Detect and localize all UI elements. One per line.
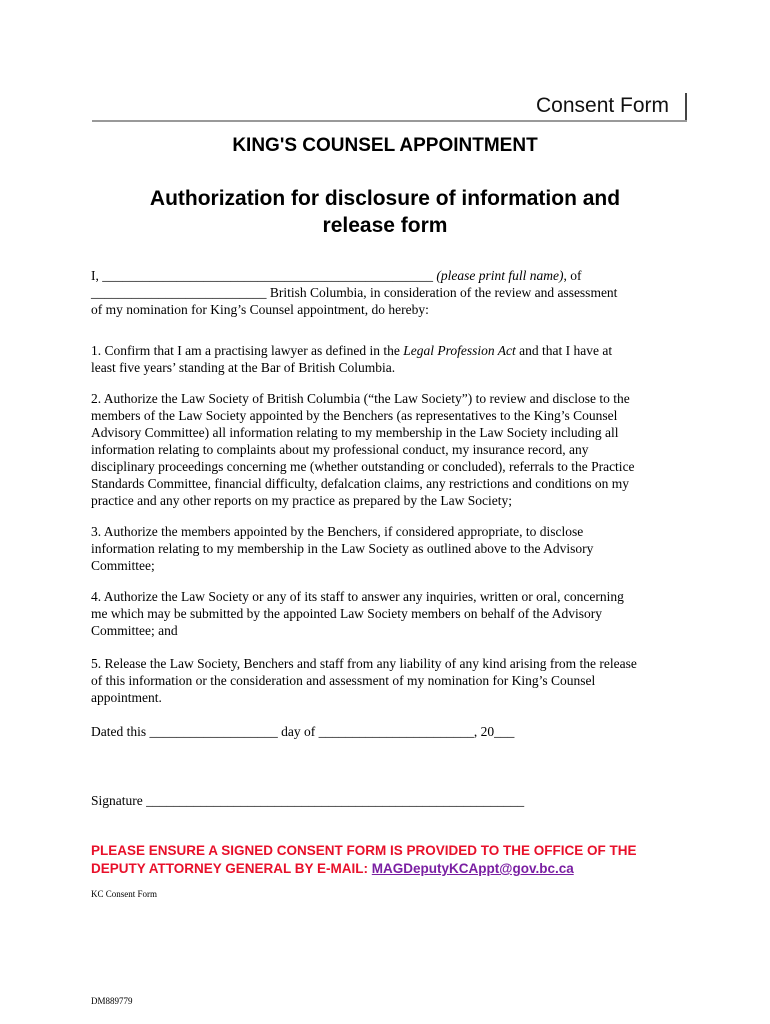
consent-form-tag [536, 93, 688, 121]
intro-line-1: I, _________________________________________________ (please print full name), of [91, 268, 582, 283]
item-2-line: Advisory Committee) all information relating to my membership in the Law Society including all [91, 425, 619, 440]
item-4-line: 4. Authorize the Law Society or any of its staff to answer any inquiries, written or oral, concerning [91, 589, 624, 604]
item-2-line: information relating to complaints about my professional conduct, my insurance record, any [91, 442, 589, 457]
item-2-line: Standards Committee, financial difficulty, defalcation claims, any restrictions and conditions on my [91, 476, 629, 491]
signature-field[interactable] [91, 792, 681, 809]
item-5-line: 5. Release the Law Society, Benchers and staff from any liability of any kind arising from the release [91, 656, 637, 671]
item-1-line-2: least five years’ standing at the Bar of British Columbia. [91, 360, 396, 375]
item-5 [91, 655, 681, 706]
notice-line-1: PLEASE ENSURE A SIGNED CONSENT FORM IS PROVIDED TO THE OFFICE OF THE [91, 843, 637, 858]
form-tag-vertical-rule [685, 93, 687, 122]
notice-line-2: DEPUTY ATTORNEY GENERAL BY E-MAIL: MAGDeputyKCAppt@gov.bc.ca [91, 861, 574, 876]
item-5-line: of this information or the consideration and assessment of my nomination for King’s Counsel [91, 673, 596, 688]
item-1-line-1: 1. Confirm that I am a practising lawyer as defined in the Legal Profession Act and that I have at [91, 343, 613, 358]
subtitle-line-2: release form [322, 214, 448, 237]
item-5-line: appointment. [91, 690, 162, 705]
item-3 [91, 523, 681, 574]
footer-doc-id: DM889779 [91, 996, 133, 1006]
signature-line[interactable]: Signature ________________________________________________________ [91, 793, 525, 808]
dated-line[interactable]: Dated this ___________________ day of _______________________, 20___ [91, 724, 515, 739]
item-2-line: 2. Authorize the Law Society of British Columbia (“the Law Society”) to review and disclose to the [91, 391, 630, 406]
item-3-line: 3. Authorize the members appointed by the Benchers, if considered appropriate, to disclose [91, 524, 584, 539]
item-4 [91, 588, 681, 639]
form-tag-horizontal-rule [92, 120, 687, 122]
form-tag-label: Consent Form [536, 94, 670, 117]
page-title: KING'S COUNSEL APPOINTMENT [232, 135, 538, 156]
submission-notice [91, 842, 691, 878]
item-3-line: information relating to my membership in the Law Society as outlined above to the Advisory [91, 541, 594, 556]
intro-line-2: __________________________ British Columbia, in consideration of the review and assessment [91, 285, 618, 300]
intro-paragraph [91, 267, 681, 318]
subtitle-line-1: Authorization for disclosure of information and [149, 187, 621, 210]
item-2 [91, 390, 681, 509]
footer-form-name: KC Consent Form [91, 889, 158, 899]
item-4-line: Committee; and [91, 623, 178, 638]
item-3-line: Committee; [91, 558, 155, 573]
dated-field[interactable] [91, 723, 681, 740]
intro-line-3: of my nomination for King’s Counsel appointment, do hereby: [91, 302, 429, 317]
item-2-line: disciplinary proceedings concerning me (whether outstanding or concluded), referrals to the Practice [91, 459, 635, 474]
item-1 [91, 342, 681, 376]
item-2-line: practice and any other reports on my practice as prepared by the Law Society; [91, 493, 512, 508]
email-link[interactable]: MAGDeputyKCAppt@gov.bc.ca [371, 861, 574, 876]
item-4-line: me which may be submitted by the appointed Law Society members on behalf of the Advisory [91, 606, 603, 621]
page-subtitle [0, 185, 770, 239]
item-2-line: members of the Law Society appointed by the Benchers (as representatives to the King’s Counsel [91, 408, 618, 423]
